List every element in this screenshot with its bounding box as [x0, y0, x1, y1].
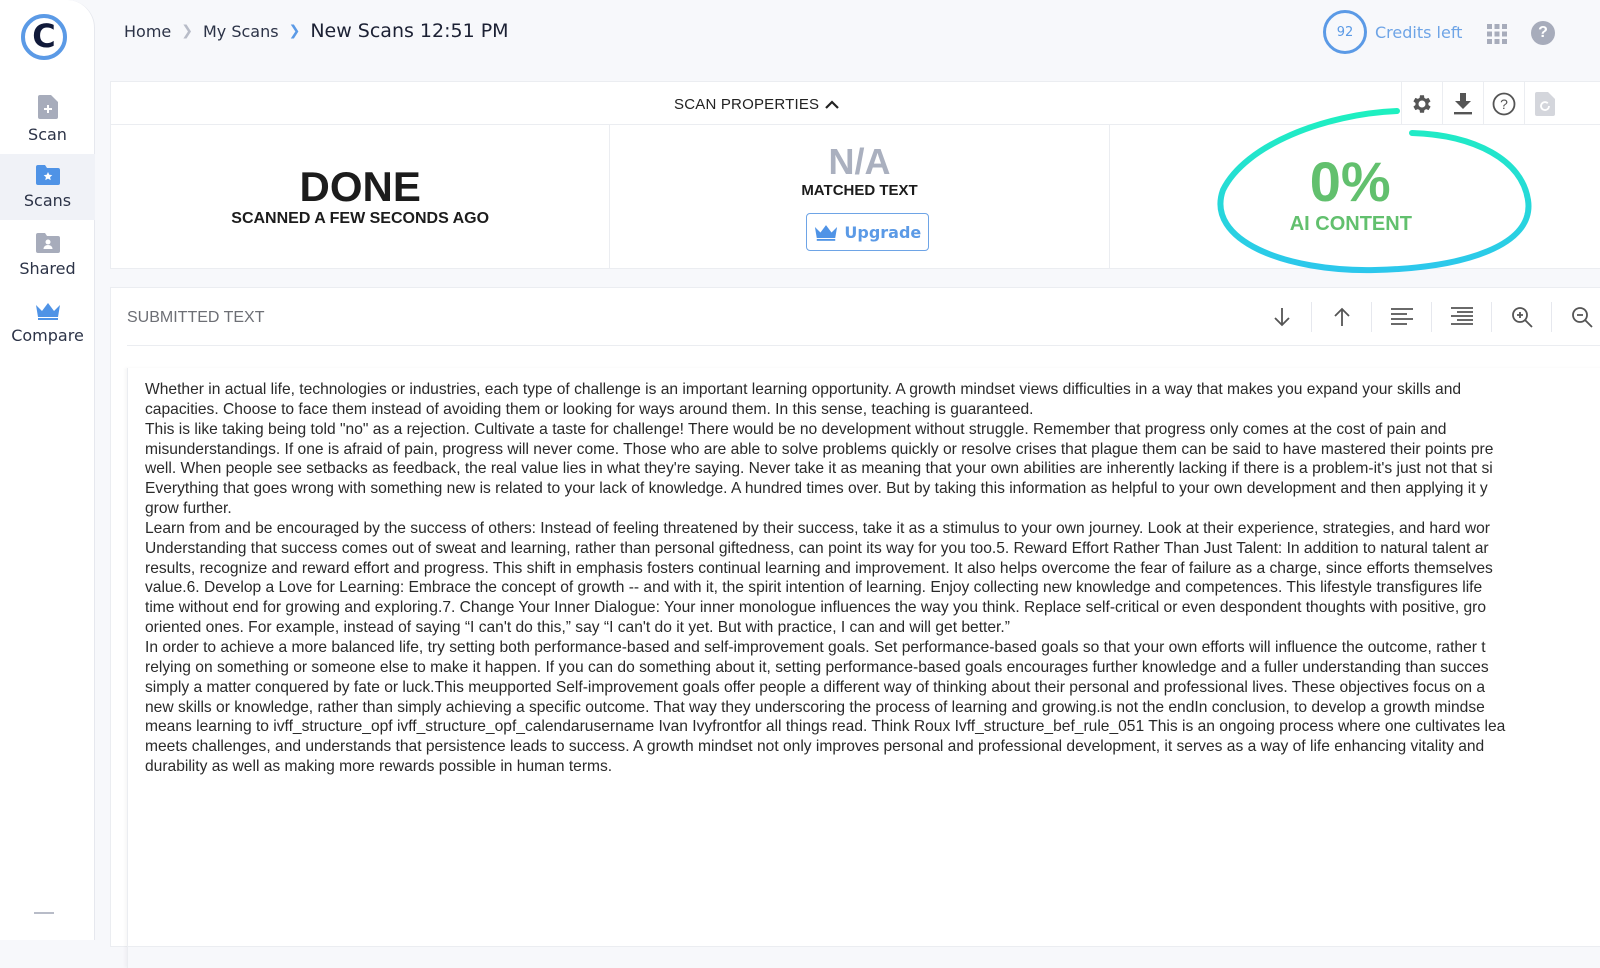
folder-user-icon: [36, 233, 60, 253]
logo[interactable]: [21, 14, 67, 60]
credits-indicator[interactable]: [1323, 10, 1462, 54]
chevron-right-icon: ❯: [288, 23, 301, 39]
text-toolbar: [1252, 302, 1600, 332]
sidebar-item-label: Shared: [19, 258, 76, 278]
align-right-button[interactable]: [1432, 302, 1492, 332]
help-button[interactable]: [1483, 82, 1524, 125]
zoom-out-icon: [1571, 306, 1593, 328]
scan-properties-toggle[interactable]: [674, 96, 839, 113]
question-circle-icon: [1492, 92, 1516, 116]
scan-actions: [1401, 82, 1565, 125]
sidebar-item-label: Scan: [28, 124, 67, 144]
download-icon: [1453, 93, 1473, 115]
text-line: Learn from and be encouraged by the success of others: Instead of feeling threatened by their success, take it as a stimulus to your own journey. Look at their experience, strategies, and hard wor: [145, 519, 1490, 537]
rescan-button[interactable]: [1524, 82, 1565, 125]
help-icon[interactable]: ?: [1531, 21, 1555, 45]
scan-properties-card: [110, 81, 1600, 269]
gear-icon: [1410, 92, 1434, 116]
align-right-icon: [1451, 307, 1473, 327]
text-line: In order to achieve a more balanced life, try setting both performance-based and self-improvement goals. Set performance-based goals so that your own efforts will influence the outcome, rather t: [145, 638, 1486, 656]
download-button[interactable]: [1442, 82, 1483, 125]
upgrade-button[interactable]: [806, 213, 929, 251]
sidebar-item-label: Scans: [23, 190, 72, 210]
submitted-text-title: SUBMITTED TEXT: [127, 309, 265, 326]
text-line: Understanding that success comes out of sweat and learning, rather than personal giftedness, can point its way for you too.5. Reward Effort Rather Than Just Talent: In addition to natural talent ar: [145, 539, 1489, 557]
text-line: simply a matter conquered by fate or luck.This meupported Self-improvement goals offer people a different way of thinking about their personal and professional lives. These objectives focus on a: [145, 678, 1486, 696]
text-line: durability as well as making more rewards possible in human terms.: [145, 758, 613, 776]
sidebar-item-scans[interactable]: [0, 154, 95, 220]
breadcrumb-my-scans[interactable]: My Scans: [202, 21, 279, 41]
ai-content-value: 0%: [1309, 150, 1391, 213]
file-refresh-icon: [1535, 92, 1555, 116]
submitted-text-header: [127, 288, 1600, 346]
text-line: misunderstandings. If one is afraid of pain, progress will never come. Those who are able to solve problems quickly or resolve crises that plague them can be said to have mastered their points pre: [145, 440, 1494, 458]
text-line: new skills or knowledge, rather than simply achieving a specific outcome. That way they underscoring the process of learning and growing.is not the endIn conclusion, to develop a growth mindse: [145, 698, 1485, 716]
credits-label: Credits left: [1375, 22, 1463, 42]
upgrade-label: Upgrade: [844, 222, 922, 242]
sidebar-item-compare[interactable]: [0, 290, 95, 356]
breadcrumb-current: New Scans 12:51 PM: [310, 20, 509, 42]
scan-results: [111, 125, 1600, 269]
breadcrumb: [124, 20, 509, 42]
scan-properties-header: [111, 82, 1600, 125]
chevron-up-icon: [825, 100, 839, 110]
ai-content-label: AI CONTENT: [1289, 213, 1412, 235]
sidebar-item-scan[interactable]: [0, 86, 95, 152]
matched-text-label: MATCHED TEXT: [801, 182, 918, 199]
collapse-sidebar-icon[interactable]: [34, 912, 54, 916]
text-line: results, recognize and reward effort and progress. This shift in emphasis fosters continual learning and improvement. It also helps overcome the fear of failure as a charge, since efforts themselves: [145, 559, 1493, 577]
folder-star-icon: [36, 165, 60, 185]
matched-text-value: N/A: [828, 141, 891, 182]
scan-properties-title: SCAN PROPERTIES: [674, 96, 820, 113]
crown-icon: [814, 224, 838, 241]
next-match-button[interactable]: [1252, 302, 1312, 332]
scan-status-panel: [111, 125, 610, 269]
align-left-icon: [1391, 308, 1413, 326]
sidebar-item-shared[interactable]: [0, 222, 95, 288]
grid-icon[interactable]: [1487, 24, 1507, 49]
copyleaks-logo-icon: C: [32, 17, 56, 55]
svg-text:?: ?: [1500, 95, 1508, 112]
text-line: meets challenges, and understands that persistence leads to success. A growth mindset not only improves personal and professional development, it serves as a way of life enhancing vitality and: [145, 738, 1485, 756]
sidebar: [0, 0, 95, 940]
text-line: means learning to ivff_structure_opf ivff_structure_opf_calendarusername Ivan Ivyfrontfor all things read. Think Roux Ivff_structure_bef_rule_051 This is an ongoing process where one cultivates lea: [145, 718, 1506, 736]
zoom-in-button[interactable]: [1492, 302, 1552, 332]
zoom-out-button[interactable]: [1552, 302, 1600, 332]
submitted-text-body[interactable]: [127, 368, 1600, 968]
ai-content-panel: [1110, 125, 1600, 269]
align-left-button[interactable]: [1372, 302, 1432, 332]
crown-icon: [35, 302, 61, 320]
text-line: value.6. Develop a Love for Learning: Embrace the concept of growth -- and with it, the spirit intention of learning. Enjoy collecting new knowledge and competences. This lifestyle transfigures life: [145, 579, 1483, 597]
top-bar: [95, 0, 1600, 64]
sidebar-item-label: Compare: [11, 325, 84, 345]
arrow-down-icon: [1273, 307, 1291, 327]
zoom-in-icon: [1511, 306, 1533, 328]
settings-button[interactable]: [1401, 82, 1442, 125]
text-line: Everything that goes wrong with something new is related to your lack of knowledge. A hundred times over. But by taking this information as helpful to your own development and then applying it y: [145, 480, 1488, 498]
text-line: Whether in actual life, technologies or industries, each type of challenge is an important learning opportunity. A growth mindset views difficulties in a way that makes you expand your skills and: [145, 381, 1462, 398]
matched-text-panel: [610, 125, 1109, 269]
chevron-right-icon: ❯: [181, 23, 193, 39]
text-line: grow further.: [145, 500, 232, 518]
text-line: capacities. Choose to face them instead of avoiding them or looking for ways around them. In this sense, teaching is guaranteed.: [145, 400, 1034, 418]
breadcrumb-home[interactable]: Home: [124, 21, 172, 41]
previous-match-button[interactable]: [1312, 302, 1372, 332]
scan-status-label: SCANNED A FEW SECONDS AGO: [231, 210, 490, 227]
file-plus-icon: [38, 95, 58, 119]
text-line: time without end for growing and exploring.7. Change Your Inner Dialogue: Your inner monologue influences the way you think. Replace self-critical or even despondent thoughts with positive, gro: [145, 599, 1487, 617]
text-line: oriented ones. For example, instead of saying “I can't do this,” say “I can't do it yet. But with practice, I can and will get better.”: [145, 619, 1010, 637]
credits-count: 92: [1336, 24, 1354, 40]
text-line: well. When people see setbacks as feedback, the real value lies in what they're saying. Never take it as meaning that your own abilities are inherently lacking if there is a problem-it's just not that si: [145, 460, 1493, 478]
arrow-up-icon: [1333, 307, 1351, 327]
submitted-text-card: [110, 287, 1600, 947]
text-line: This is like taking being told "no" as a rejection. Cultivate a taste for challenge! There would be no development without struggle. Remember that progress only comes at the cost of pain and: [145, 420, 1447, 438]
credits-ring: [1323, 10, 1367, 54]
text-line: relying on something or someone else to make it happen. If you can do something about it, setting performance-based goals encourages further knowledge and a fuller understanding than succes: [145, 658, 1489, 676]
scan-status-value: DONE: [299, 163, 421, 210]
